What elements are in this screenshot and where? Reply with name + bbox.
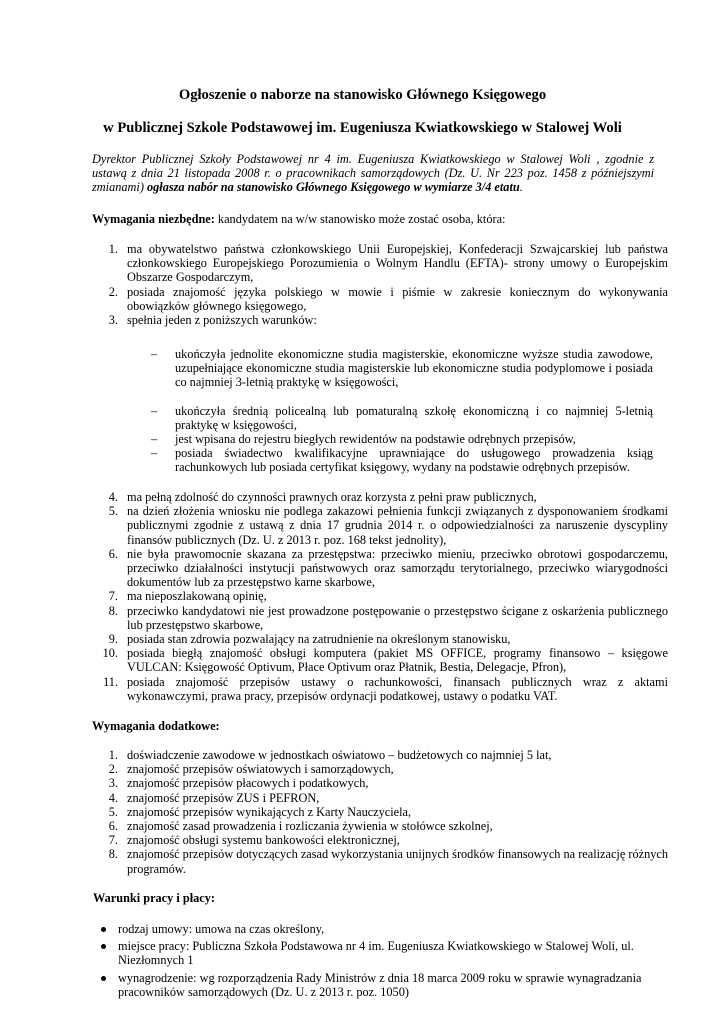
list-number: 6. — [108, 819, 118, 834]
list-number: 7. — [108, 833, 118, 848]
work-condition-item — [92, 971, 668, 999]
list-number: 2. — [108, 284, 118, 299]
list-item-text: znajomość przepisów oświatowych i samorządowych, — [127, 762, 394, 777]
additional-list — [92, 748, 668, 876]
list-number: 5. — [108, 804, 118, 819]
list-item-text: spełnia jeden z poniższych warunków: — [127, 313, 317, 328]
list-number: 3. — [108, 313, 118, 328]
additional-item — [92, 776, 668, 790]
additional-item — [92, 847, 668, 875]
conditions-list — [151, 347, 653, 475]
condition-text: ukończyła średnią policealną lub pomaturalną szkołę ekonomiczną i co najmniej 5-letnią praktykę w księgowości, — [175, 403, 653, 432]
list-item-text: posiada znajomość przepisów ustawy o rachunkowości, finansach publicznych wraz z aktami wykonawczymi, prawa pracy, przepisów ordynacji podatkowej, ustawy o podatku VAT. — [127, 674, 668, 703]
condition-text: posiada świadectwo kwalifikacyjne uprawniające do usługowego prowadzenia ksiąg rachunkowych lub posiada certyfikat księgowy, wydany na podstawie odrębnych przepisów. — [175, 446, 653, 475]
list-item-text: znajomość przepisów dotyczących zasad wykorzystania unijnych środków finansowych na realizację różnych programów. — [127, 847, 668, 876]
additional-item — [92, 762, 668, 776]
work-condition-item — [92, 939, 668, 967]
required-item — [92, 646, 668, 674]
condition-text: jest wpisana do rejestru biegłych rewidentów na podstawie odrębnych przepisów, — [175, 432, 576, 447]
required-lead: kandydatem na w/w stanowisko może zostać osoba, która: — [214, 212, 506, 226]
additional-item — [92, 791, 668, 805]
required-item — [92, 285, 668, 313]
work-condition-text: wynagrodzenie: wg rozporządzenia Rady Ministrów z dnia 18 marca 2009 roku w sprawie wynagradzania pracowników samorządowych (Dz. U. z 2013 r. poz. 1050) — [118, 970, 642, 999]
list-number: 8. — [108, 847, 118, 862]
list-number: 1. — [108, 242, 118, 256]
intro-end: . — [519, 180, 523, 195]
list-item-text: znajomość przepisów płacowych i podatkowych, — [127, 776, 369, 791]
required-item — [92, 490, 668, 504]
dash-bullet-icon: – — [151, 403, 158, 418]
condition-item — [151, 446, 653, 474]
required-item — [92, 675, 668, 703]
additional-item — [92, 833, 668, 847]
required-item — [92, 604, 668, 632]
bullet-dot-icon — [101, 944, 106, 949]
additional-heading: Wymagania dodatkowe: — [92, 719, 220, 733]
list-number: 8. — [108, 603, 118, 618]
list-item-text: ma pełną zdolność do czynności prawnych oraz korzysta z pełni praw publicznych, — [127, 490, 537, 504]
list-number: 2. — [108, 762, 118, 777]
list-number: 11. — [103, 674, 118, 689]
document-title: Ogłoszenie o naborze na stanowisko Głównego Księgowego — [178, 87, 547, 103]
list-number: 10. — [102, 646, 118, 661]
dash-bullet-icon: – — [151, 446, 158, 461]
list-item-text: znajomość przepisów ZUS i PEFRON, — [127, 790, 320, 805]
list-number: 4. — [108, 490, 118, 504]
work-condition-item — [92, 922, 668, 936]
list-number: 6. — [108, 546, 118, 561]
required-item — [92, 589, 668, 603]
additional-item — [92, 748, 668, 762]
required-heading — [92, 212, 505, 226]
list-item-text: znajomość przepisów wynikających z Karty Nauczyciela, — [127, 804, 412, 819]
list-number: 5. — [108, 504, 118, 519]
required-item — [92, 547, 668, 590]
condition-text: ukończyła jednolite ekonomiczne studia magisterskie, ekonomiczne wyższe studia zawodowe, uzupełniające ekonomiczne studia magisterskie lub ekonomiczne studia podyplomowe i posiada co najmniej 3-letnią praktykę w księgowości, — [175, 347, 653, 390]
intro-bold: ogłasza nabór na stanowisko Głównego Księgowego w wymiarze 3/4 etatu — [147, 180, 520, 195]
list-item-text: przeciwko kandydatowi nie jest prowadzone postępowanie o przestępstwo ścigane z oskarżenia publicznego lub przestępstwo skarbowe, — [127, 603, 668, 632]
list-item-text: ma obywatelstwo państwa członkowskiego Unii Europejskiej, Konfederacji Szwajcarskiej lub państwa członkowskiego Europejskiego Porozumienia o Wolnym Handlu (EFTA)- strony umowy o Europejskim Obszarze Gospodarczym, — [127, 242, 668, 285]
intro-text: Dyrektor Publicznej Szkoły Podstawowej nr 4 im. Eugeniusza Kwiatkowskiego w Stalowej Woli , zgodnie z ustawą z dnia 21 listopada 2008 r. o pracownikach samorządowych (Dz. U. Nr 223 poz. 1458 z późniejszymi zmianami) — [92, 152, 654, 195]
condition-item — [151, 347, 653, 390]
list-number: 1. — [108, 748, 118, 762]
dash-bullet-icon: – — [151, 347, 158, 361]
bullet-dot-icon — [101, 976, 106, 981]
required-item — [92, 632, 668, 646]
work-condition-text: miejsce pracy: Publiczna Szkoła Podstawowa nr 4 im. Eugeniusza Kwiatkowskiego w Stalowej Woli, ul. Niezłomnych 1 — [118, 939, 634, 968]
dash-bullet-icon: – — [151, 432, 158, 447]
required-item — [92, 504, 668, 547]
required-list — [92, 242, 668, 327]
condition-item — [151, 432, 653, 446]
list-number: 4. — [108, 790, 118, 805]
required-item — [92, 313, 668, 327]
list-item-text: ma nieposzlakowaną opinię, — [127, 589, 267, 604]
work-condition-text: rodzaj umowy: umowa na czas określony, — [118, 922, 325, 936]
list-item-text: posiada biegłą znajomość obsługi komputera (pakiet MS OFFICE, programy finansowo – księgowe VULCAN: Księgowość Optivum, Płace Optivum oraz Płatnik, Bestia, Delegacje, Pfron), — [127, 646, 668, 675]
list-item-text: doświadczenie zawodowe w jednostkach oświatowo – budżetowych co najmniej 5 lat, — [127, 748, 552, 762]
list-number: 9. — [108, 632, 118, 647]
additional-item — [92, 819, 668, 833]
list-number: 3. — [108, 776, 118, 791]
bullet-dot-icon — [101, 927, 106, 932]
list-item-text: nie była prawomocnie skazana za przestępstwa: przeciwko mieniu, przeciwko obrotowi gospodarczemu, przeciwko działalności instytucji państwowych oraz samorządu terytorialnego, przeciwko wiarygodności dokumentów lub za przestępstwo karne skarbowe, — [127, 546, 668, 590]
work-conditions-heading: Warunki pracy i płacy: — [93, 891, 215, 905]
list-number: 7. — [108, 589, 118, 604]
required-list-continued — [92, 490, 668, 703]
additional-item — [92, 805, 668, 819]
list-item-text: znajomość obsługi systemu bankowości elektronicznej, — [127, 833, 400, 848]
condition-item — [151, 404, 653, 432]
required-label: Wymagania niezbędne: — [92, 212, 215, 226]
intro-paragraph — [92, 152, 654, 195]
document-subtitle: w Publicznej Szkole Podstawowej im. Eugeniusza Kwiatkowskiego w Stalowej Woli — [103, 120, 622, 136]
work-conditions-list — [92, 922, 668, 999]
list-item-text: znajomość zasad prowadzenia i rozliczania żywienia w stołówce szkolnej, — [127, 819, 493, 834]
list-item-text: posiada znajomość języka polskiego w mowie i piśmie w zakresie koniecznym do wykonywania obowiązków głównego księgowego, — [127, 284, 668, 313]
list-item-text: na dzień złożenia wniosku nie podlega zakazowi pełnienia funkcji związanych z dysponowaniem środkami publicznymi zgodnie z ustawą z dnia 17 grudnia 2014 r. o odpowiedzialności za naruszenie dyscypliny finansów publicznych (Dz. U. z 2013 r. poz. 168 tekst jednolity), — [127, 504, 668, 547]
required-item — [92, 242, 668, 285]
list-item-text: posiada stan zdrowia pozwalający na zatrudnienie na określonym stanowisku, — [127, 632, 511, 647]
